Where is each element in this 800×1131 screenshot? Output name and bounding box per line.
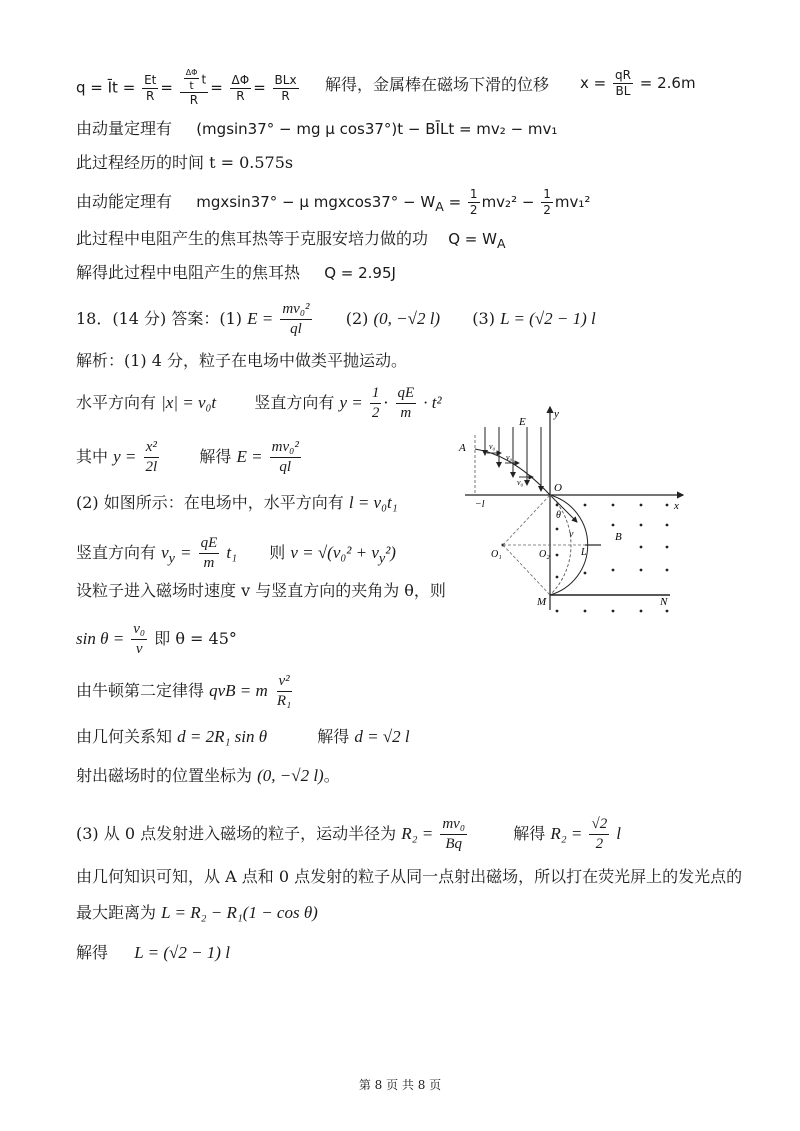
frac [131,620,147,659]
frac-num: mv₀² [270,438,301,458]
text: (3) 从 0 点发射进入磁场的粒子，运动半径为 [76,824,397,843]
frac-den: 2 [543,203,551,217]
text: 最大距离为 [76,903,157,922]
frac-num: x² [144,438,159,458]
math: sin θ = [76,629,125,648]
text: 解得，金属棒在磁场下滑的位移 [325,75,550,94]
label-e: E [519,416,526,428]
math: (mgsin37° − mg μ cos37°)t − BĪLt = mv₂ − mv₁ [196,120,558,138]
frac-den: R [236,88,245,103]
label-b: B [615,531,622,543]
frac [280,300,311,339]
math: Q = 2.95J [324,264,396,282]
math [196,187,591,217]
math: |x| = v₀t [161,393,217,412]
frac-den: R [146,88,155,103]
frac [199,534,220,573]
label-neg-l: −l [475,499,485,510]
math: · t² [423,393,442,412]
frac-den: R [281,88,290,103]
frac [275,672,293,711]
frac [270,438,301,477]
label-theta: θ [556,510,561,521]
frac-den: t [189,79,194,92]
frac-den: ql [290,321,302,337]
magnetic-field-dots [556,504,669,613]
math: E = [236,447,263,466]
text: 解析：(1) 4 分，粒子在电场中做类平抛运动。 [76,351,408,370]
math [161,543,175,567]
frac-num: √2 [589,815,609,835]
text: 竖直方向有 [76,543,157,562]
math: mgxsin37° − μ mgxcos37° − W [196,193,436,211]
frac-num: BLx [274,72,297,87]
frac-den: 2 [595,836,604,852]
math: L = (√2 − 1) l [500,309,596,328]
math: = 2.6m [639,74,696,92]
frac-num: qE [396,384,417,404]
frac-num: v² [277,672,292,692]
math: qvB = m [209,681,268,700]
text: (3) [472,309,495,328]
math: R₂ = [550,824,583,843]
text: (2) 如图所示：在电场中，水平方向有 [76,493,344,512]
dashed-line [503,495,550,545]
frac-num [180,68,209,93]
label-m: M [537,596,547,608]
sub: A [496,236,506,251]
math: y = [339,393,363,412]
text: 由动量定理有 [76,119,173,138]
frac [230,73,252,104]
frac-den: 2 [469,203,478,217]
label-o: O [554,482,562,494]
frac-num: ΔΦ [185,68,198,77]
frac [541,187,553,218]
text: 。 [323,766,340,785]
math: x = [580,74,607,92]
text: (2) [345,309,369,328]
frac-den: 2 [371,405,380,421]
frac-den: 2l [145,459,158,475]
label-v0: v₀ [517,478,524,487]
text-heat-work [76,228,506,255]
text: 即 θ = 45° [154,629,237,648]
label-a: A [459,442,466,454]
label-v0: v₀ [506,453,513,462]
eq-charge-lhs: q = Īt = [76,78,136,97]
text: 竖直方向有 [254,393,335,412]
eq-max-distance [76,902,318,924]
electric-field-lines [485,427,541,491]
text-time [76,152,293,174]
frac-num: qR [615,68,631,82]
frac [143,438,159,477]
math [448,230,506,251]
eq-energy [76,187,590,218]
page-footer: 第 8 页 共 8 页 [358,1078,442,1092]
frac [589,815,609,854]
sub: y [168,550,175,567]
math: ²) [385,543,396,562]
math: mv₁² [554,193,591,211]
text: 解得 [513,824,546,843]
text: 此过程中电阻产生的焦耳热等于克服安培力做的功 [76,229,429,248]
text: 其中 [76,447,109,466]
frac-num: mv₀² [280,300,311,320]
math: v = √(v₀² + v [290,543,379,562]
math: y = [113,447,137,466]
frac-den: Bq [445,836,463,852]
text: 由动能定理有 [76,192,173,211]
math: mv₂² − [481,193,535,211]
label-v0: v₀ [489,442,496,451]
frac-t: t [201,72,207,87]
frac-den: m [400,405,412,421]
math: Q = W [448,230,497,248]
frac-den: BL [615,84,631,98]
text: 18．(14 分) 答案：(1) [76,309,243,328]
math: = [448,193,462,211]
text: 此过程经历的时间 t = 0.575s [76,153,294,172]
frac-num: ΔΦ [231,72,250,87]
label-x: x [674,500,679,512]
math: E = [247,309,274,328]
frac-num: 1 [370,384,382,404]
text: 解得 [76,943,109,962]
eq-field [76,438,303,477]
text: 解得 [199,447,232,466]
text: 由几何知识可知，从 A 点和 0 点发射的粒子从同一点射出磁场，所以打在荧光屏上的发光点的 [76,867,743,886]
text: 解得此过程中电阻产生的焦耳热 [76,263,301,282]
sub: A [435,199,444,214]
eq-vertical-velocity [76,534,396,573]
part3-radius [76,815,621,854]
text-geometry [76,866,742,888]
text-heat-result [76,262,396,284]
text-exit-position [76,765,340,787]
frac-inner [184,68,200,92]
sub: y [378,550,386,567]
math: l [616,824,622,843]
frac-den: m [203,555,215,571]
eq-charge: q = Īt = $\frac{Et}{R}$ = $\frac{\Delta\Phi}{t}$ t R = $\frac{\Delta\Phi}{R}$ = $\frac{\text{BLx}}{R}$ [76,68,297,107]
math: (0, −√2 l) [257,766,324,785]
text-angle [76,580,446,602]
frac-den: R₁ [276,693,292,709]
frac [273,73,299,104]
frac [370,384,382,423]
math: L = R₂ − R₁(1 − cos θ) [161,903,318,922]
physics-diagram [455,405,690,620]
text: 射出磁场时的位置坐标为 [76,766,253,785]
text: 则 [269,543,286,562]
label-o2: O₂ [539,549,550,560]
frac-den: R [189,93,199,107]
eq-components: 水平方向有 |x| = v₀t 竖直方向有 y = $\frac{1}{2}$ · $\frac{qE}{m}$ · t² [76,385,442,421]
eq-newton [76,672,295,711]
text: 由牛顿第二定律得 [76,681,205,700]
label-o1: O₁ [491,549,502,560]
eq-final [76,942,230,964]
math [290,543,396,567]
part2-intro [76,492,398,514]
frac-nested [180,68,209,108]
eq-displacement [580,68,696,99]
label-v: v [569,529,574,540]
analysis-intro [76,350,407,372]
frac-den: v [135,641,143,657]
frac [613,68,633,99]
frac-num: mv₀ [440,815,467,835]
frac-num: v₀ [131,620,147,640]
label-n: N [660,596,668,608]
math: l = v₀t₁ [348,493,398,512]
eq-geometry [76,726,410,748]
label-y: y [554,408,559,420]
math: t₁ [226,543,238,562]
eq-sin [76,620,237,659]
math: d = 2R₁ sin θ [177,727,268,746]
text-displacement [325,74,549,96]
math: R₂ = [401,824,434,843]
math: (0, −√2 l) [373,309,441,328]
frac-num: 1 [469,187,478,201]
math: v [161,543,169,562]
frac [468,187,480,218]
text: 由几何关系知 [76,727,173,746]
frac-num: Et [144,72,157,87]
text: 设粒子进入磁场时速度 v 与竖直方向的夹角为 θ，则 [76,581,446,600]
math: = [180,543,192,562]
math: L = (√2 − 1) l [134,943,230,962]
frac-den: ql [279,459,292,475]
frac [396,384,417,423]
text: 解得 [317,727,350,746]
frac-num: qE [199,534,220,554]
text: 水平方向有 [76,393,157,412]
label-l: L [581,547,587,558]
answer-18 [76,300,596,339]
eq-momentum [76,118,557,140]
frac-num: 1 [543,187,551,201]
frac [440,815,467,854]
math: d = √2 l [354,727,410,746]
frac [142,73,158,104]
